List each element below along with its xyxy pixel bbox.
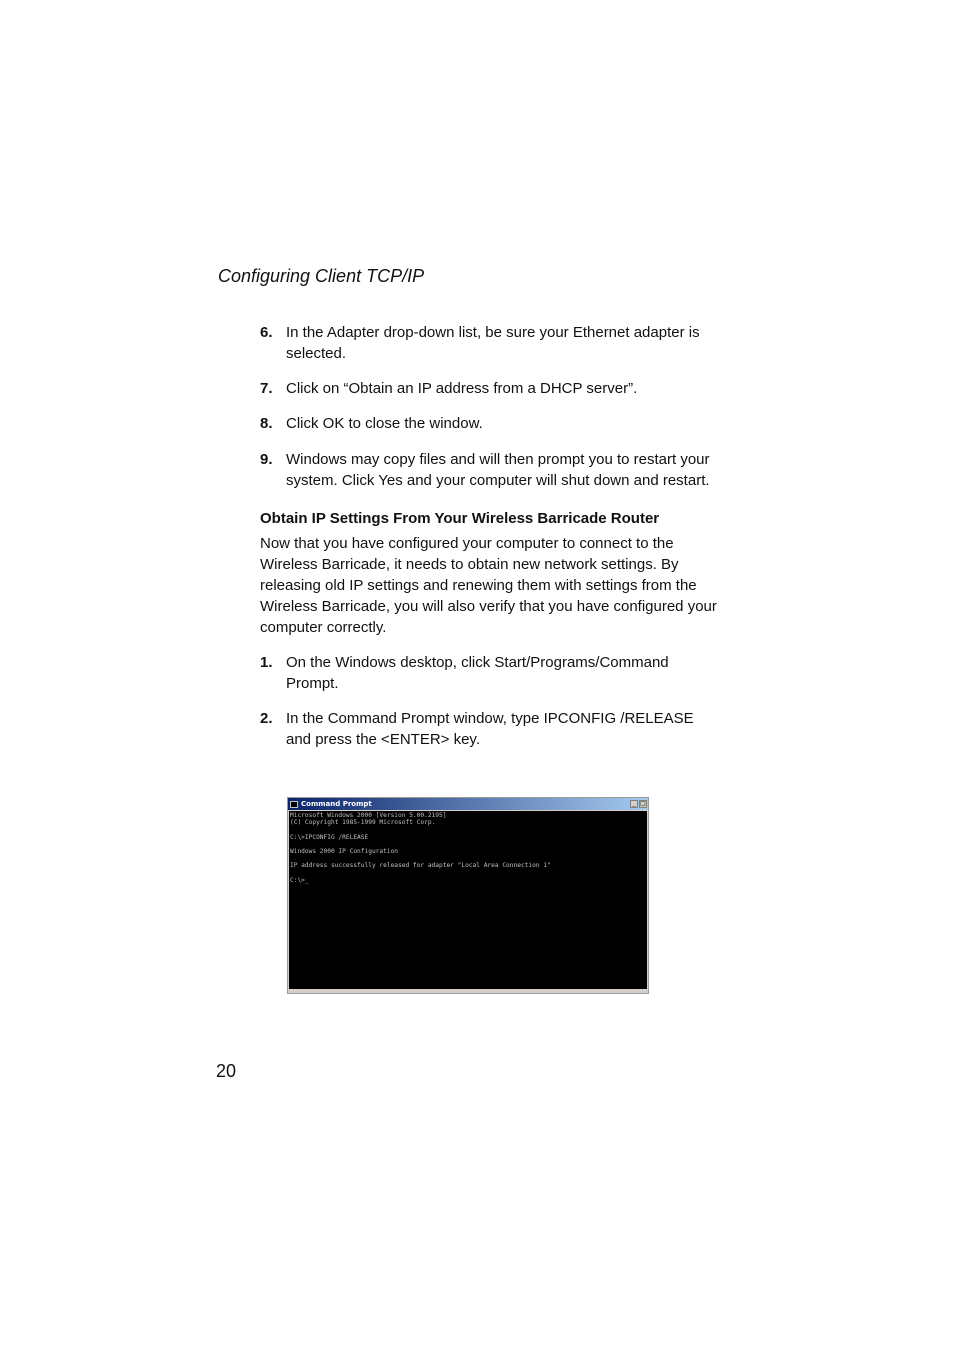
- console-prompt-line: [290, 877, 647, 884]
- list-item: [260, 449, 722, 491]
- step-number: 1.: [260, 654, 273, 671]
- window-titlebar: [288, 798, 648, 810]
- section-intro: Now that you have configured your computer to connect to the Wireless Barricade, it needs to obtain new network settings. By releasing old IP settings and renewing them with settings from the Wireless Barricade, you will also verify that you have configured your computer correctly.: [260, 535, 717, 636]
- console-line: Windows 2000 IP Configuration: [290, 847, 399, 855]
- step-text: Windows may copy files and will then prompt you to restart your system. Click Yes and your computer will shut down and restart.: [286, 451, 710, 489]
- step-text: Click on “Obtain an IP address from a DHCP server”.: [286, 380, 638, 397]
- list-item: [260, 708, 722, 750]
- console-line: [290, 870, 647, 877]
- main-content: [260, 322, 722, 750]
- list-item: [260, 378, 722, 399]
- console-prompt: C:\>: [290, 876, 305, 884]
- console-line: Microsoft Windows 2000 [Version 5.00.2195]: [290, 812, 447, 819]
- step-number: 9.: [260, 451, 273, 468]
- console-line: [290, 855, 647, 862]
- list-item: [260, 322, 722, 364]
- step-text: In the Adapter drop-down list, be sure your Ethernet adapter is selected.: [286, 324, 700, 362]
- console-line: (C) Copyright 1985-1999 Microsoft Corp.: [290, 819, 436, 827]
- console-line: [290, 841, 647, 848]
- running-header-title: Configuring Client TCP/IP: [218, 266, 425, 286]
- step-number: 6.: [260, 324, 273, 341]
- command-prompt-icon: [290, 801, 298, 808]
- console-line: [290, 826, 647, 833]
- console-line: C:\>IPCONFIG /RELEASE: [290, 833, 369, 841]
- step-number: 8.: [260, 415, 273, 432]
- step-text: On the Windows desktop, click Start/Programs/Command Prompt.: [286, 654, 669, 692]
- list-item: [260, 652, 722, 694]
- console-output: [289, 811, 647, 989]
- step-number: 7.: [260, 380, 273, 397]
- page-number: 20: [216, 1061, 237, 1081]
- section-heading: Obtain IP Settings From Your Wireless Barricade Router: [260, 510, 660, 527]
- console-cursor: _: [304, 876, 309, 884]
- window-title: Command Prompt: [301, 800, 372, 808]
- list-item: [260, 413, 722, 434]
- step-number: 2.: [260, 710, 273, 727]
- minimize-icon: _: [630, 800, 638, 808]
- console-line: IP address successfully released for adapter "Local Area Connection 1": [290, 862, 551, 870]
- command-prompt-screenshot: [287, 797, 649, 994]
- step-text: Click OK to close the window.: [286, 415, 483, 432]
- maximize-icon: □: [640, 800, 646, 807]
- step-text: In the Command Prompt window, type IPCONFIG /RELEASE and press the <ENTER> key.: [286, 710, 694, 748]
